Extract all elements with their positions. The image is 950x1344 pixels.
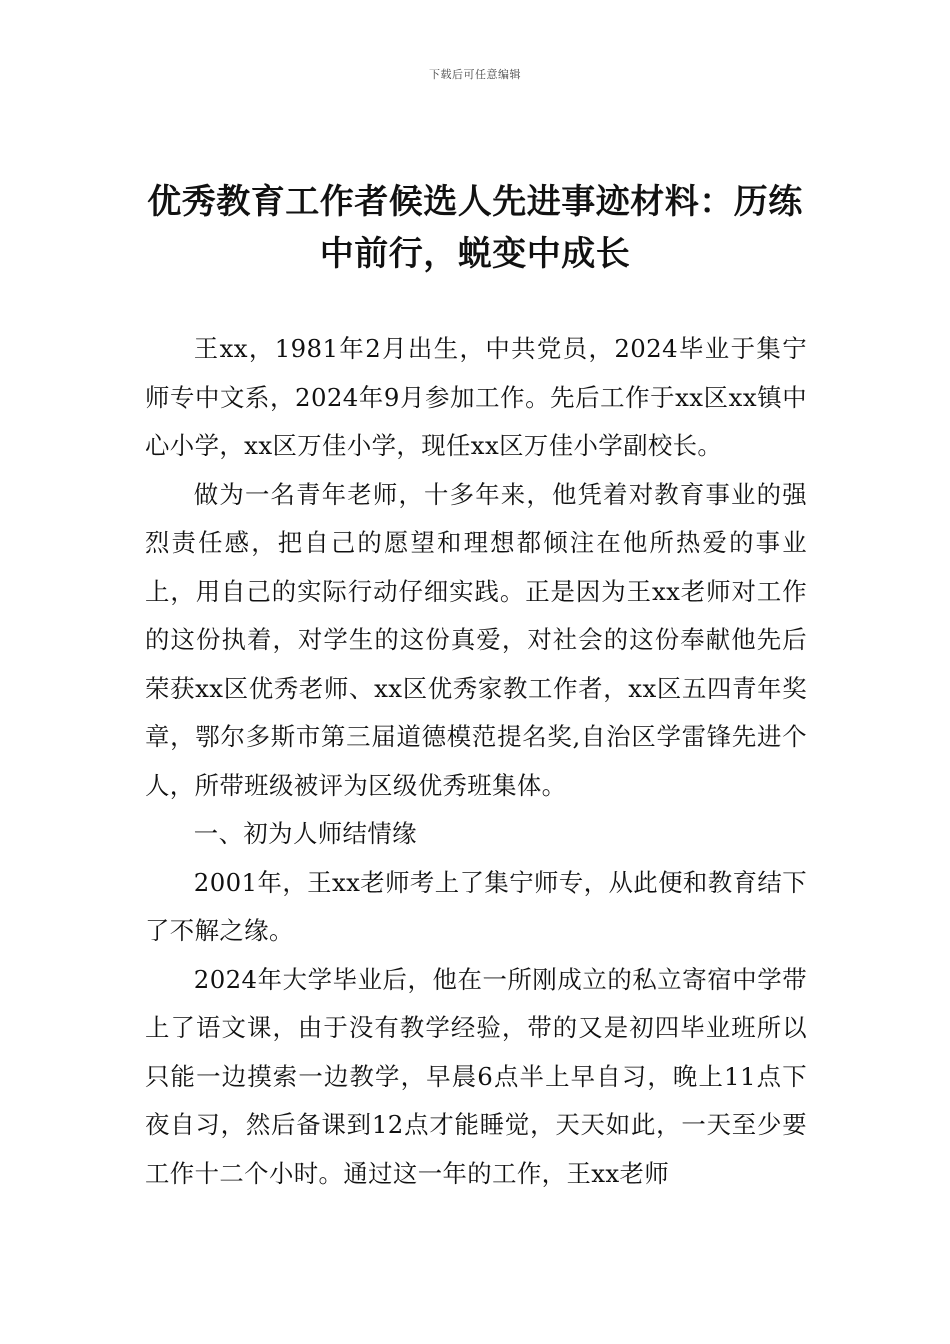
paragraph-2: 做为一名青年老师，十多年来，他凭着对教育事业的强烈责任感，把自己的愿望和理想都倾注在他所热爱的事业上，用自己的实际行动仔细实践。正是因为王xx老师对工作的这份执着，对学生的这份真爱，对社会的这份奉献他先后荣获xx区优秀老师、xx区优秀家教工作者，xx区五四青年奖章，鄂尔多斯市第三届道德模范提名奖,自治区学雷锋先进个人，所带班级被评为区级优秀班集体。 xyxy=(145,479,807,800)
document-body xyxy=(145,325,807,1198)
paragraph-1: 王xx，1981年2月出生，中共党员，2024毕业于集宁师专中文系，2024年9月参加工作。先后工作于xx区xx镇中心小学，xx区万佳小学，现任xx区万佳小学副校长。 xyxy=(145,334,807,460)
document-title: 优秀教育工作者候选人先进事迹材料：历练中前行，蜕变中成长 xyxy=(147,182,803,274)
header-note: 下载后可任意编辑 xyxy=(429,68,521,81)
section-heading-1: 一、初为人师结情缘 xyxy=(193,819,417,848)
paragraph-3: 2001年，王xx老师考上了集宁师专，从此便和教育结下了不解之缘。 xyxy=(145,867,807,945)
paragraph-4: 2024年大学毕业后，他在一所刚成立的私立寄宿中学带上了语文课，由于没有教学经验，带的又是初四毕业班所以只能一边摸索一边教学，早晨6点半上早自习，晚上11点下夜自习，然后备课到12点才能睡觉，天天如此，一天至少要工作十二个小时。通过这一年的工作，王xx老师 xyxy=(145,964,807,1188)
